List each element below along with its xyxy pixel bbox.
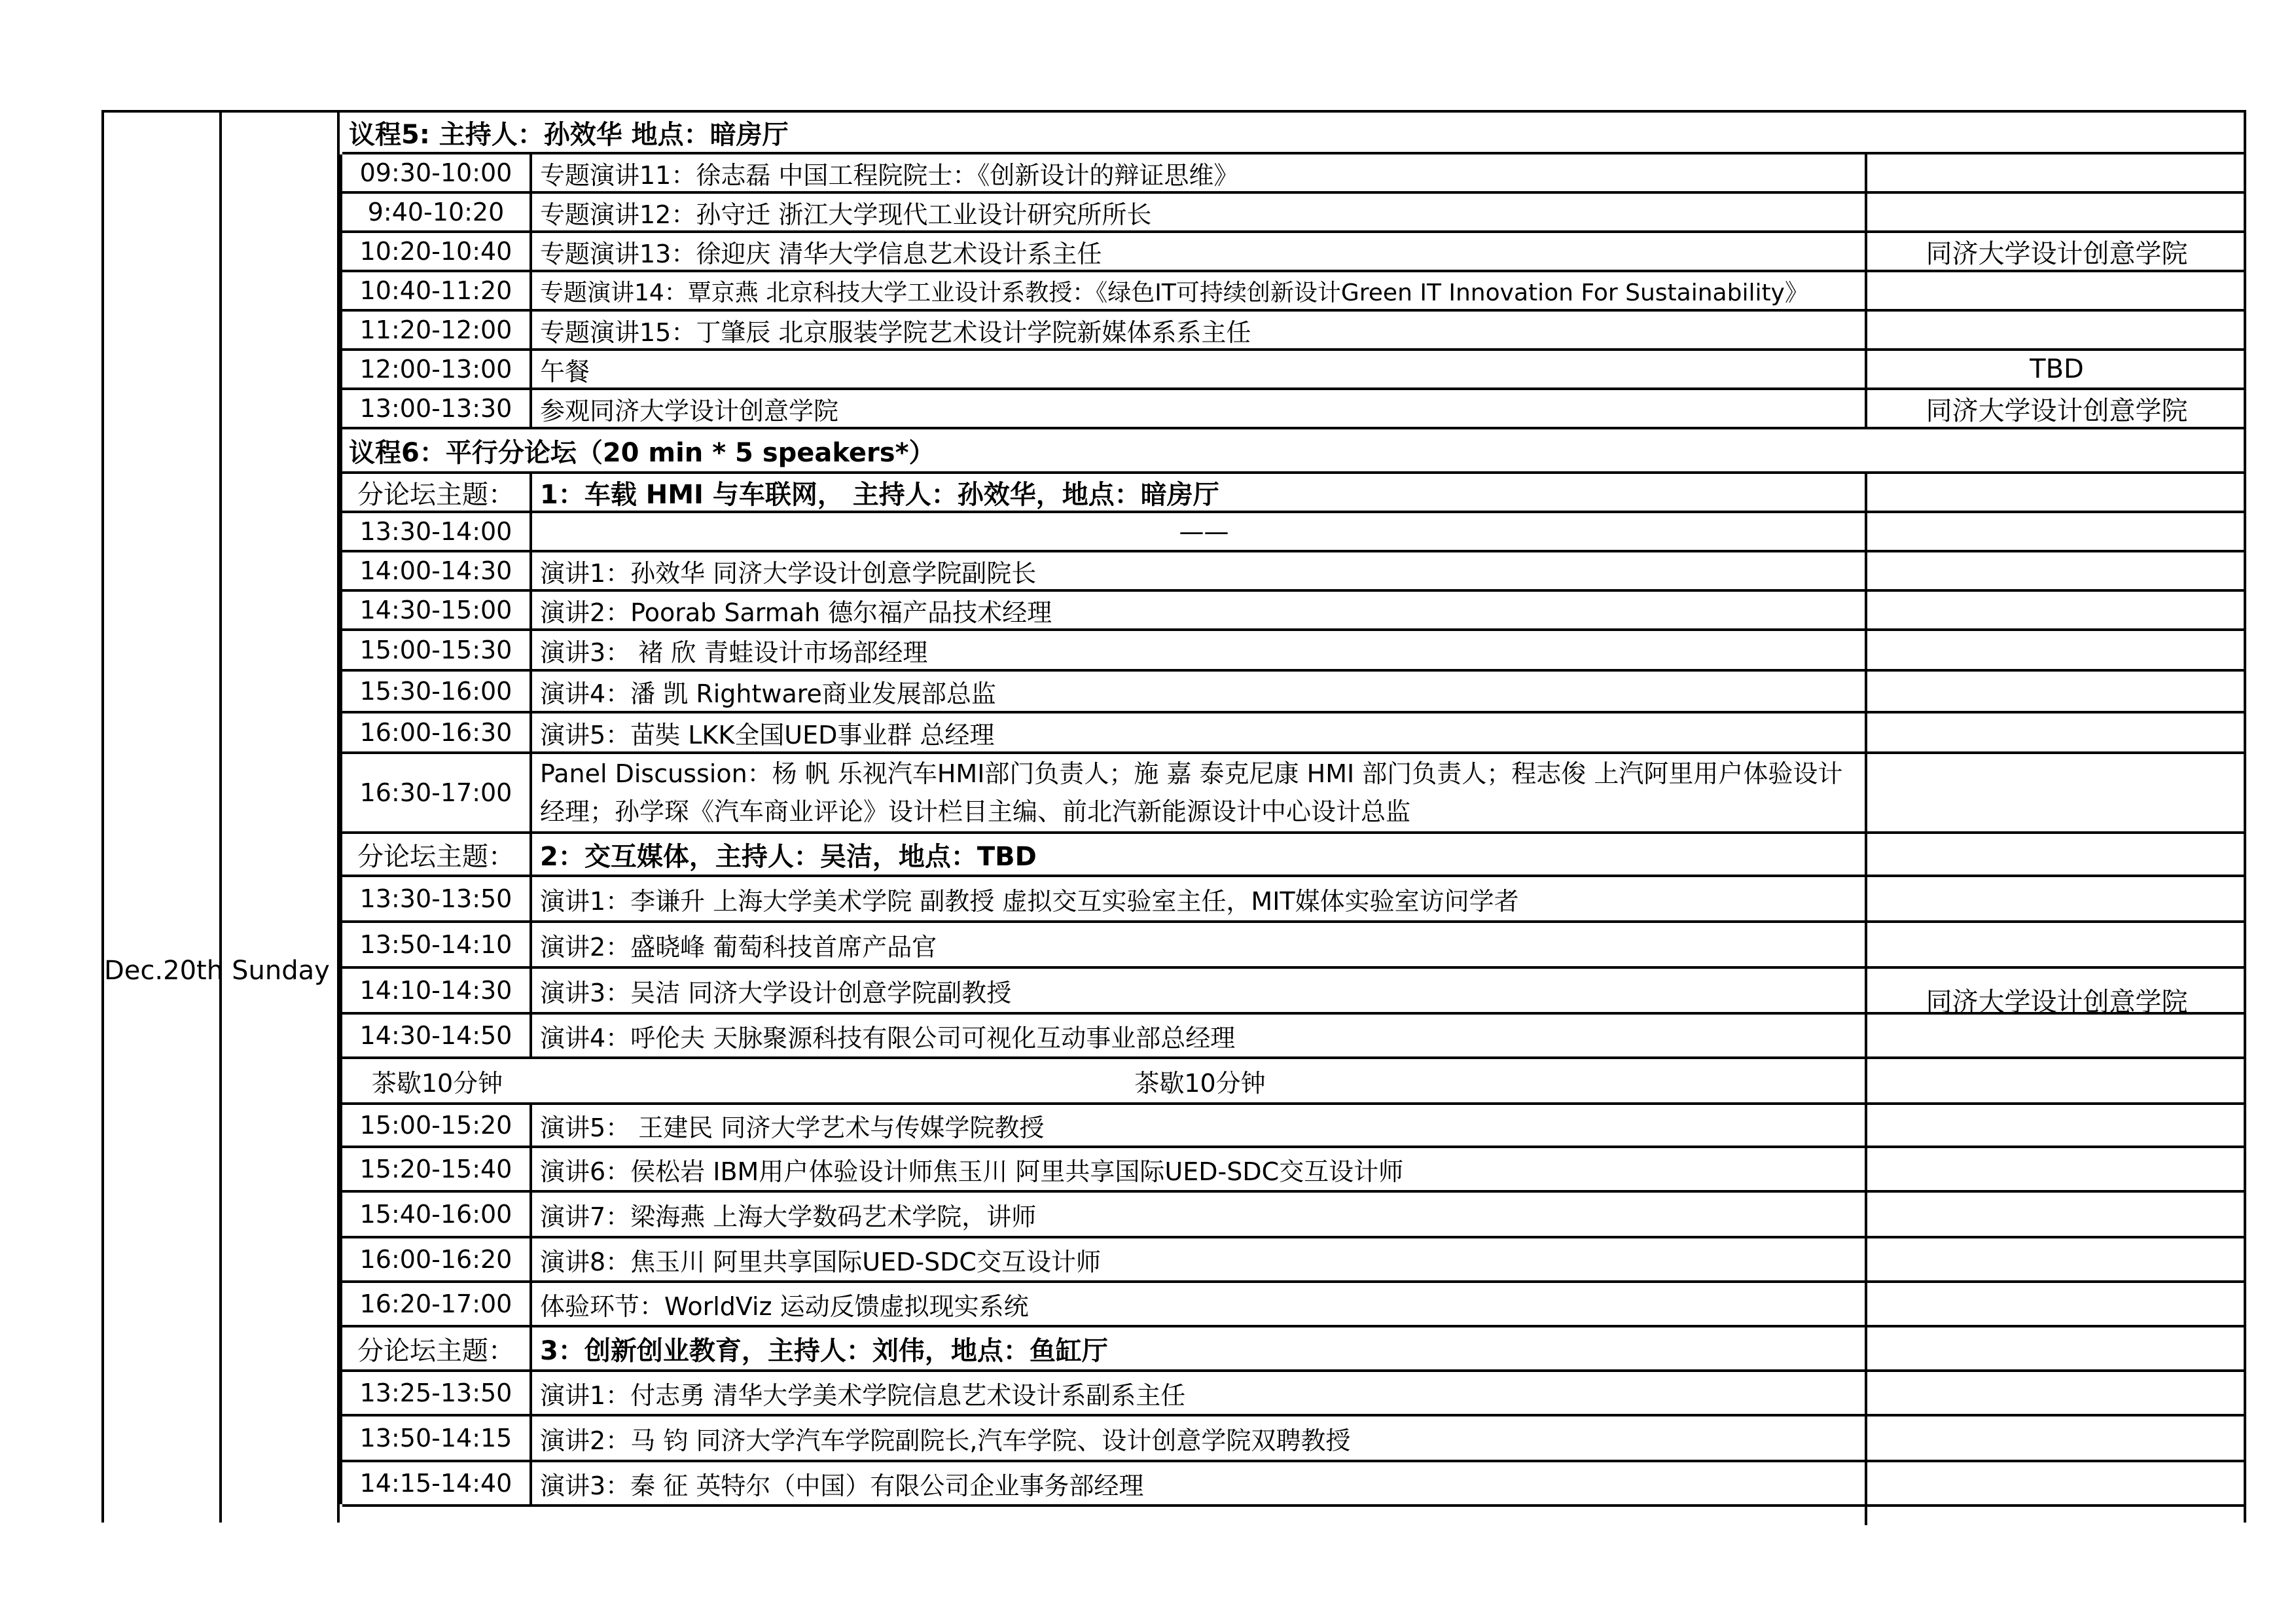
venue-cell: 同济大学设计创意学院 <box>1865 474 2246 1525</box>
desc-cell: 演讲8：焦玉川 阿里共享国际UED-SDC交互设计师 <box>540 1247 1101 1276</box>
time-cell: 15:30-16:00 <box>342 672 532 711</box>
time-cell: 13:50-14:10 <box>342 923 532 966</box>
forum-label: 分论坛主题： <box>342 834 532 875</box>
time-cell: 15:40-16:00 <box>342 1193 532 1236</box>
desc-cell: 演讲7：梁海燕 上海大学数码艺术学院，讲师 <box>540 1202 1037 1231</box>
time-cell: 13:00-13:30 <box>342 390 532 427</box>
agenda5-title: 议程5: 主持人：孙效华 地点：暗房厅 <box>342 113 2246 154</box>
time-cell: 16:30-17:00 <box>342 754 532 831</box>
desc-cell: 演讲3：吴洁 同济大学设计创意学院副教授 <box>540 978 1012 1007</box>
day-cell: Sunday <box>232 956 330 986</box>
desc-cell: 演讲1：李谦升 上海大学美术学院 副教授 虚拟交互实验室主任，MIT媒体实验室访问学者 <box>540 886 1519 916</box>
break-desc: 茶歇10分钟 <box>1134 1068 1266 1098</box>
agenda6-title: 议程6：平行分论坛（20 min * 5 speakers*） <box>342 429 2246 474</box>
venue-cell: TBD <box>1865 351 2246 390</box>
time-cell: 13:30-13:50 <box>342 877 532 920</box>
desc-cell: 演讲5： 王建民 同济大学艺术与传媒学院教授 <box>540 1113 1045 1142</box>
desc-cell: 午餐 <box>540 357 590 386</box>
forum-label: 分论坛主题： <box>342 474 532 511</box>
time-cell: 14:15-14:40 <box>342 1462 532 1504</box>
forum-topic: 2：交互媒体，主持人：吴洁，地点：TBD <box>540 841 1037 872</box>
time-cell: 12:00-13:00 <box>342 351 532 388</box>
column-divider <box>219 113 222 1523</box>
desc-cell: 专题演讲14：覃京燕 北京科技大学工业设计系教授：《绿色IT可持续创新设计Green IT Innovation For Sustainability》 <box>540 279 1808 306</box>
time-cell: 09:30-10:00 <box>342 154 532 191</box>
time-cell: 9:40-10:20 <box>342 194 532 230</box>
time-cell: 13:25-13:50 <box>342 1372 532 1414</box>
time-cell: 15:00-15:30 <box>342 631 532 669</box>
desc-cell: 专题演讲11：徐志磊 中国工程院院士：《创新设计的辩证思维》 <box>540 160 1239 190</box>
desc-cell: 专题演讲13：徐迎庆 清华大学信息艺术设计系主任 <box>540 239 1102 268</box>
date-cell: Dec.20th <box>104 956 224 986</box>
forum-topic: 3：创新创业教育，主持人：刘伟，地点：鱼缸厅 <box>540 1335 1108 1366</box>
desc-cell: 演讲3：秦 征 英特尔（中国）有限公司企业事务部经理 <box>540 1471 1144 1500</box>
desc-cell: 演讲3： 褚 欣 青蛙设计市场部经理 <box>540 638 928 667</box>
desc-cell: —— <box>1179 517 1229 546</box>
time-cell: 16:20-17:00 <box>342 1283 532 1325</box>
desc-cell: 专题演讲15：丁肇辰 北京服装学院艺术设计学院新媒体系系主任 <box>540 317 1251 347</box>
time-cell: 13:30-14:00 <box>342 513 532 550</box>
forum-topic: 1：车载 HMI 与车联网， 主持人：孙效华，地点：暗房厅 <box>540 479 1219 510</box>
venue-cell: 同济大学设计创意学院 <box>1865 390 2246 429</box>
desc-cell: 演讲1：付志勇 清华大学美术学院信息艺术设计系副系主任 <box>540 1380 1186 1410</box>
desc-cell: 演讲4：潘 凯 Rightware商业发展部总监 <box>540 679 996 708</box>
desc-cell: 演讲6：侯松岩 IBM用户体验设计师焦玉川 阿里共享国际UED-SDC交互设计师 <box>540 1157 1404 1186</box>
schedule-table <box>101 110 2246 1523</box>
time-cell: 13:50-14:15 <box>342 1416 532 1460</box>
time-cell: 11:20-12:00 <box>342 312 532 348</box>
desc-cell: 演讲2：Poorab Sarmah 德尔福产品技术经理 <box>540 598 1052 627</box>
time-cell: 14:10-14:30 <box>342 969 532 1012</box>
time-cell: 16:00-16:30 <box>342 713 532 751</box>
time-cell: 14:30-15:00 <box>342 592 532 628</box>
desc-cell: 专题演讲12：孙守迁 浙江大学现代工业设计研究所所长 <box>540 200 1152 229</box>
desc-cell: 演讲2：马 钧 同济大学汽车学院副院长,汽车学院、设计创意学院双聘教授 <box>540 1426 1351 1455</box>
venue-cell: 同济大学设计创意学院 <box>1865 154 2246 351</box>
time-cell: 14:00-14:30 <box>342 552 532 589</box>
time-cell: 10:20-10:40 <box>342 233 532 270</box>
desc-cell: 参观同济大学设计创意学院 <box>540 396 839 425</box>
forum-label: 分论坛主题： <box>342 1327 532 1369</box>
desc-cell: 演讲5：苗奘 LKK全国UED事业群 总经理 <box>540 720 995 749</box>
break-time: 茶歇10分钟 <box>371 1068 503 1098</box>
desc-cell: Panel Discussion：杨 帆 乐视汽车HMI部门负责人；施 嘉 泰克尼康 HMI 部门负责人；程志俊 上汽阿里用户体验设计经理；孙学琛《汽车商业评论》设计栏目主编、前北汽新能源设计中心设计总监 <box>540 759 1843 826</box>
desc-cell: 演讲1：孙效华 同济大学设计创意学院副院长 <box>540 558 1037 588</box>
time-cell: 14:30-14:50 <box>342 1015 532 1056</box>
time-cell: 10:40-11:20 <box>342 272 532 309</box>
time-cell: 15:00-15:20 <box>342 1105 532 1146</box>
desc-cell: 体验环节：WorldViz 运动反馈虚拟现实系统 <box>540 1291 1029 1321</box>
desc-cell: 演讲2：盛晓峰 葡萄科技首席产品官 <box>540 932 937 962</box>
block-border <box>340 154 342 1504</box>
time-cell: 15:20-15:40 <box>342 1148 532 1190</box>
desc-cell: 演讲4：呼伦夫 天脉聚源科技有限公司可视化互动事业部总经理 <box>540 1023 1236 1053</box>
time-cell: 16:00-16:20 <box>342 1238 532 1280</box>
